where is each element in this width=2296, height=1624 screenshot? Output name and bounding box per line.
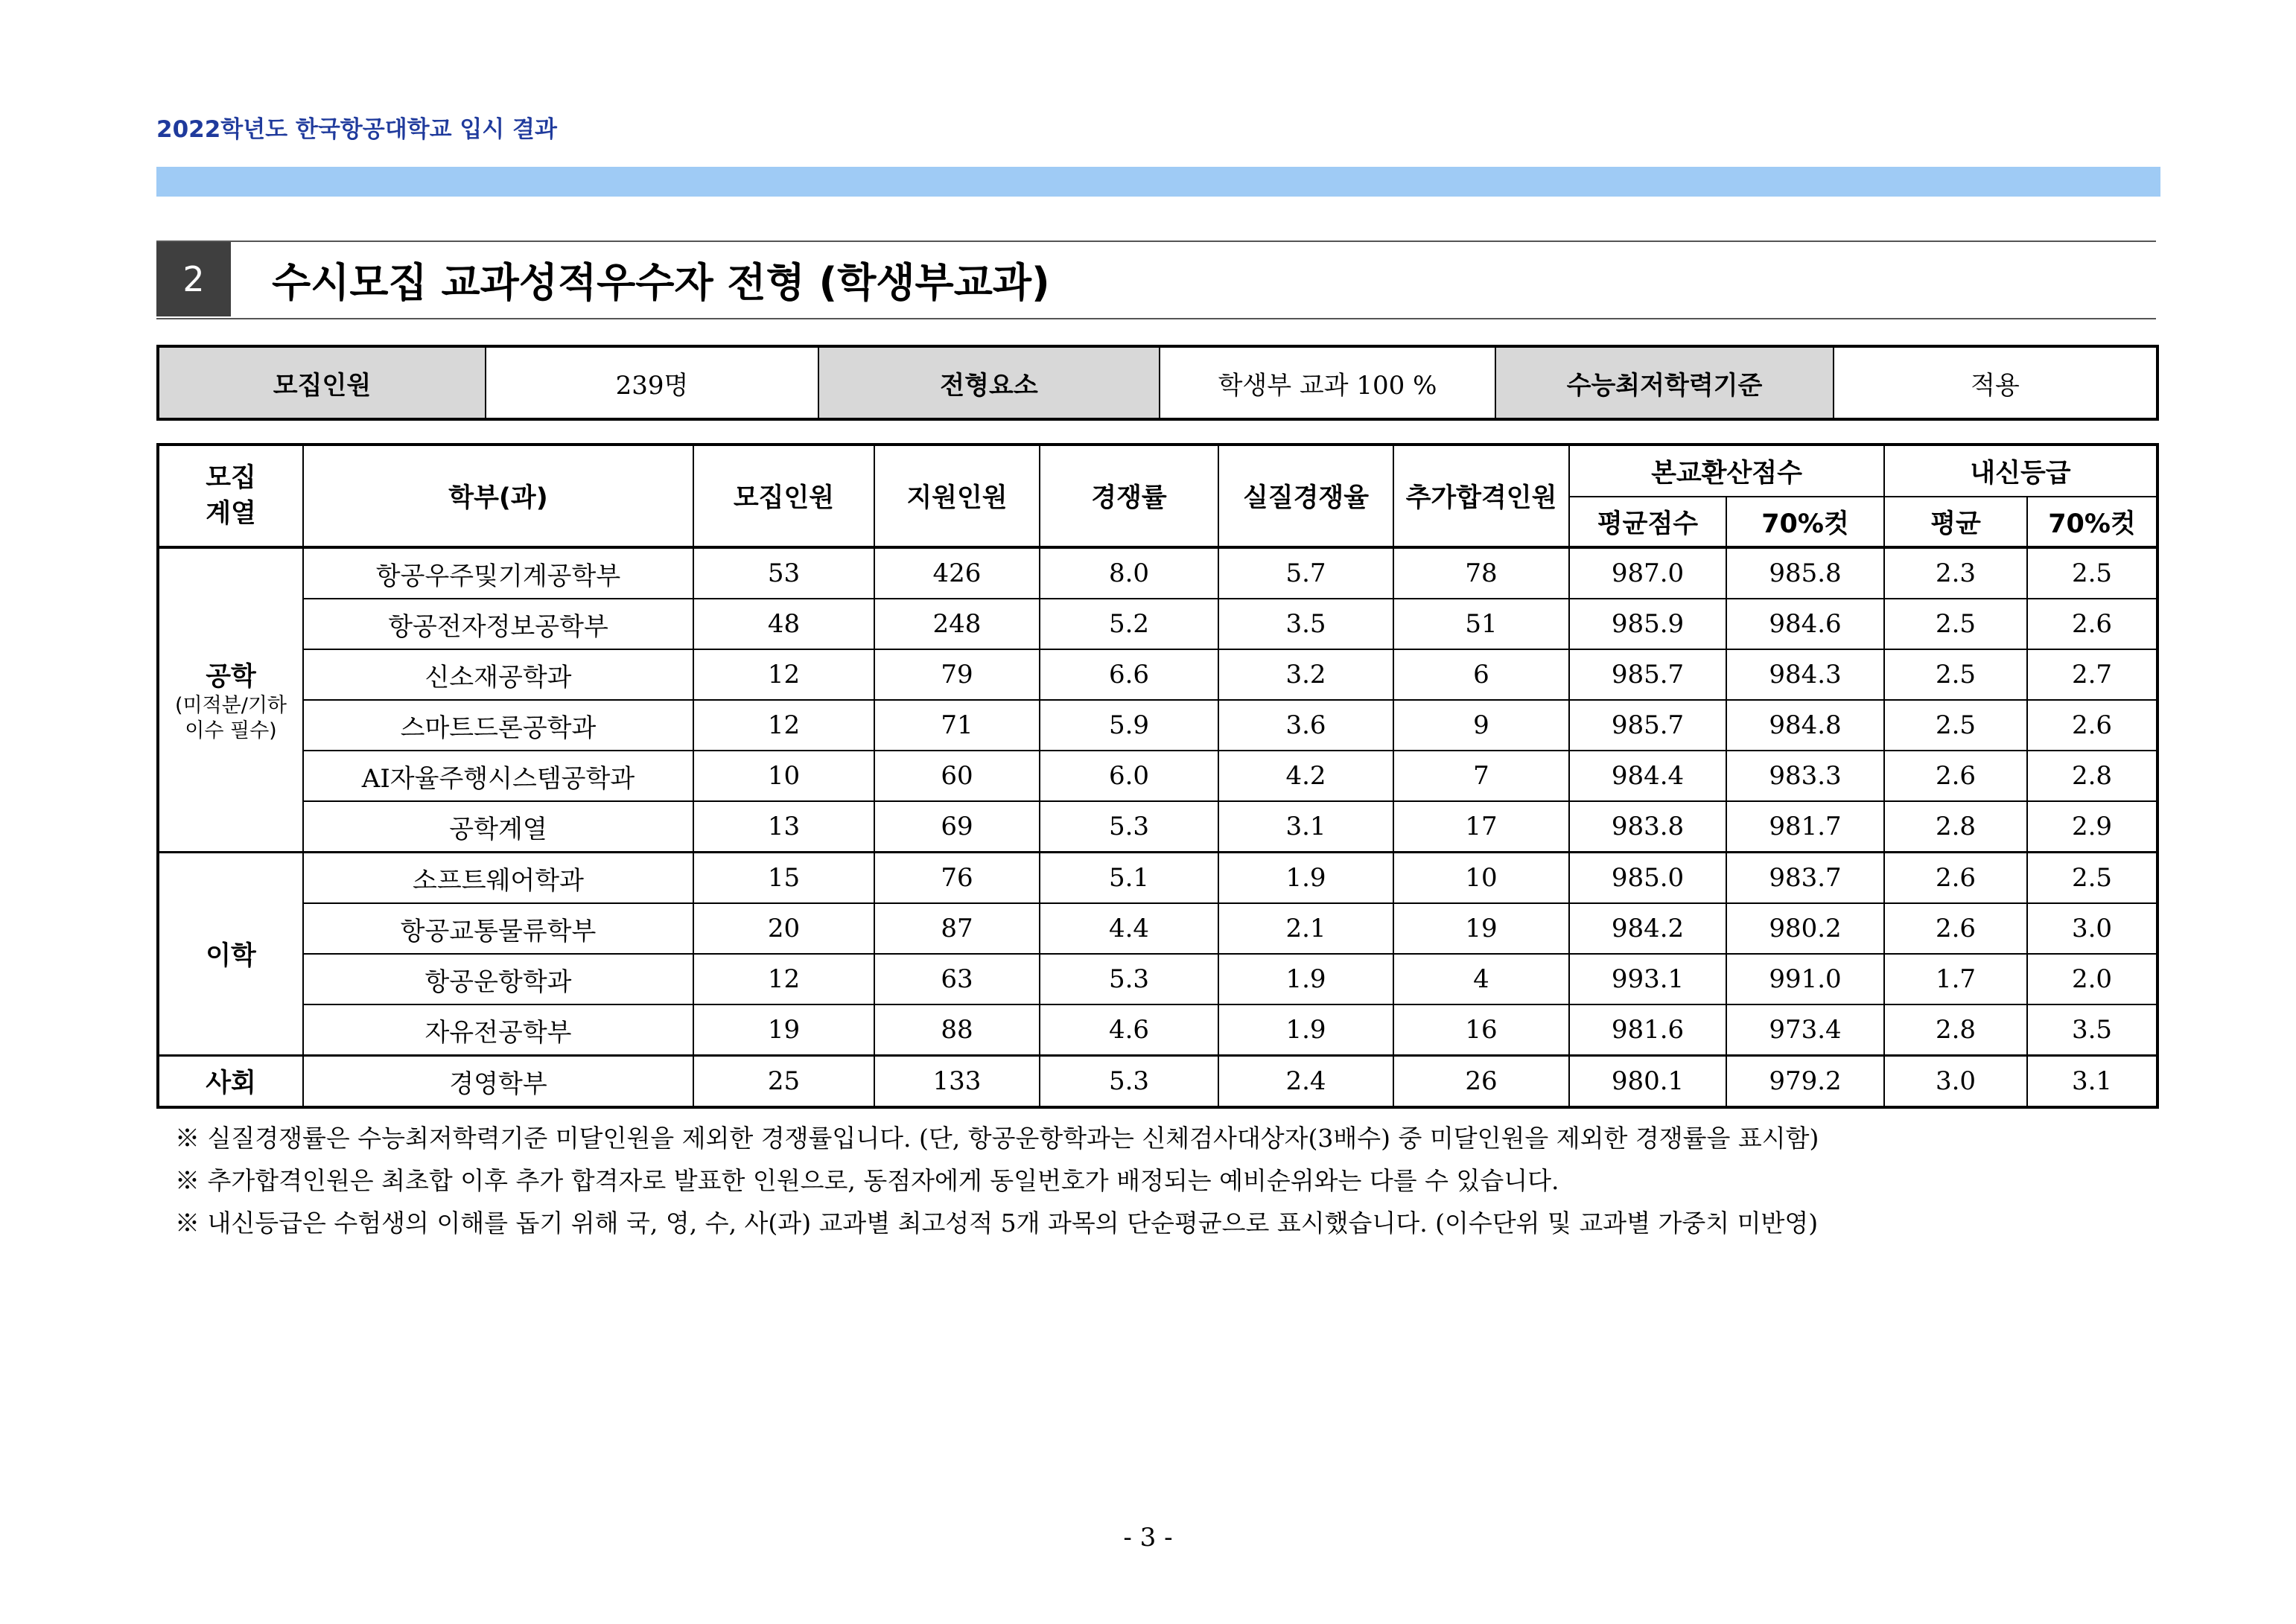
dept-cell: 자유전공학부	[303, 1004, 693, 1056]
ratio-cell: 5.3	[1040, 1056, 1218, 1108]
score-avg-cell: 985.0	[1569, 853, 1726, 904]
header-score: 본교환산점수	[1569, 445, 1884, 497]
real-ratio-cell: 1.9	[1218, 853, 1393, 904]
section-header	[156, 241, 2156, 319]
score-70-cell: 979.2	[1726, 1056, 1884, 1108]
recruit-cell: 10	[693, 751, 874, 801]
table-row	[158, 853, 2157, 904]
real-ratio-cell: 1.9	[1218, 1004, 1393, 1056]
additional-cell: 16	[1393, 1004, 1569, 1056]
grade-70-cell: 2.0	[2027, 954, 2157, 1004]
dept-cell: 스마트드론공학과	[303, 700, 693, 751]
additional-cell: 26	[1393, 1056, 1569, 1108]
additional-cell: 17	[1393, 801, 1569, 853]
table-row	[158, 547, 2157, 599]
table-row	[158, 700, 2157, 751]
real-ratio-cell: 3.2	[1218, 649, 1393, 700]
elements-value: 학생부 교과 100 %	[1160, 346, 1495, 419]
score-avg-cell: 993.1	[1569, 954, 1726, 1004]
group-cell	[158, 547, 303, 853]
score-70-cell: 973.4	[1726, 1004, 1884, 1056]
applicants-cell: 60	[874, 751, 1040, 801]
csat-value: 적용	[1834, 346, 2157, 419]
recruit-cell: 12	[693, 649, 874, 700]
header-recruit: 모집인원	[693, 445, 874, 547]
ratio-cell: 6.6	[1040, 649, 1218, 700]
dept-cell: 항공우주및기계공학부	[303, 547, 693, 599]
applicants-cell: 426	[874, 547, 1040, 599]
group-note: (미적분/기하 이수 필수)	[174, 694, 287, 742]
results-body	[158, 547, 2157, 1107]
ratio-cell: 4.4	[1040, 903, 1218, 954]
ratio-cell: 8.0	[1040, 547, 1218, 599]
score-avg-cell: 985.7	[1569, 700, 1726, 751]
grade-avg-cell: 3.0	[1884, 1056, 2027, 1108]
page-number: - 3 -	[1123, 1523, 1173, 1553]
additional-cell: 4	[1393, 954, 1569, 1004]
section-number: 2	[156, 242, 231, 316]
group-name: 이학	[206, 941, 256, 971]
additional-cell: 19	[1393, 903, 1569, 954]
header-group: 모집 계열	[158, 445, 303, 547]
applicants-cell: 133	[874, 1056, 1040, 1108]
additional-cell: 6	[1393, 649, 1569, 700]
score-avg-cell: 983.8	[1569, 801, 1726, 853]
grade-avg-cell: 1.7	[1884, 954, 2027, 1004]
dept-cell: 항공운항학과	[303, 954, 693, 1004]
score-70-cell: 991.0	[1726, 954, 1884, 1004]
group-name: 공학	[206, 662, 256, 692]
recruit-cell: 13	[693, 801, 874, 853]
table-row	[158, 801, 2157, 853]
score-70-cell: 980.2	[1726, 903, 1884, 954]
score-70-cell: 983.3	[1726, 751, 1884, 801]
ratio-cell: 5.9	[1040, 700, 1218, 751]
table-row	[158, 751, 2157, 801]
grade-70-cell: 2.8	[2027, 751, 2157, 801]
group-name: 사회	[206, 1069, 256, 1098]
grade-70-cell: 2.5	[2027, 547, 2157, 599]
grade-70-cell: 2.7	[2027, 649, 2157, 700]
additional-cell: 10	[1393, 853, 1569, 904]
additional-cell: 78	[1393, 547, 1569, 599]
score-avg-cell: 984.2	[1569, 903, 1726, 954]
recruit-cell: 12	[693, 954, 874, 1004]
grade-avg-cell: 2.6	[1884, 853, 2027, 904]
summary-table	[156, 345, 2159, 421]
ratio-cell: 5.1	[1040, 853, 1218, 904]
recruit-cell: 12	[693, 700, 874, 751]
results-table	[156, 443, 2159, 1109]
header-additional: 추가합격인원	[1393, 445, 1569, 547]
table-row	[158, 954, 2157, 1004]
dept-cell: 경영학부	[303, 1056, 693, 1108]
applicants-cell: 87	[874, 903, 1040, 954]
header-score-avg: 평균점수	[1569, 497, 1726, 547]
score-avg-cell: 987.0	[1569, 547, 1726, 599]
header-grade: 내신등급	[1884, 445, 2157, 497]
notes	[175, 1117, 1819, 1244]
header-applicants: 지원인원	[874, 445, 1040, 547]
recruit-cell: 48	[693, 599, 874, 649]
dept-cell: 항공전자정보공학부	[303, 599, 693, 649]
real-ratio-cell: 5.7	[1218, 547, 1393, 599]
additional-cell: 9	[1393, 700, 1569, 751]
score-70-cell: 984.6	[1726, 599, 1884, 649]
score-70-cell: 984.8	[1726, 700, 1884, 751]
note-item: ※ 실질경쟁률은 수능최저학력기준 미달인원을 제외한 경쟁률입니다. (단, 항공운항학과는 신체검사대상자(3배수) 중 미달인원을 제외한 경쟁률을 표시함)	[175, 1124, 1819, 1153]
header-score-70: 70%컷	[1726, 497, 1884, 547]
grade-70-cell: 3.1	[2027, 1056, 2157, 1108]
table-row	[158, 1004, 2157, 1056]
grade-70-cell: 2.9	[2027, 801, 2157, 853]
ratio-cell: 4.6	[1040, 1004, 1218, 1056]
applicants-cell: 79	[874, 649, 1040, 700]
header-ratio: 경쟁률	[1040, 445, 1218, 547]
score-avg-cell: 980.1	[1569, 1056, 1726, 1108]
score-avg-cell: 985.7	[1569, 649, 1726, 700]
applicants-cell: 248	[874, 599, 1040, 649]
score-70-cell: 981.7	[1726, 801, 1884, 853]
table-row	[158, 599, 2157, 649]
header-grade-70: 70%컷	[2027, 497, 2157, 547]
score-70-cell: 984.3	[1726, 649, 1884, 700]
additional-cell: 51	[1393, 599, 1569, 649]
recruit-label: 모집인원	[158, 346, 486, 419]
grade-avg-cell: 2.5	[1884, 700, 2027, 751]
score-avg-cell: 984.4	[1569, 751, 1726, 801]
real-ratio-cell: 1.9	[1218, 954, 1393, 1004]
grade-70-cell: 2.6	[2027, 599, 2157, 649]
recruit-cell: 53	[693, 547, 874, 599]
ratio-cell: 5.3	[1040, 954, 1218, 1004]
section-title: 수시모집 교과성적우수자 전형 (학생부교과)	[272, 258, 1050, 306]
table-row	[158, 1056, 2157, 1108]
header-grade-avg: 평균	[1884, 497, 2027, 547]
grade-avg-cell: 2.5	[1884, 599, 2027, 649]
applicants-cell: 63	[874, 954, 1040, 1004]
ratio-cell: 5.3	[1040, 801, 1218, 853]
grade-70-cell: 2.5	[2027, 853, 2157, 904]
real-ratio-cell: 3.5	[1218, 599, 1393, 649]
note-item: ※ 추가합격인원은 최초합 이후 추가 합격자로 발표한 인원으로, 동점자에게 동일번호가 배정되는 예비순위와는 다를 수 있습니다.	[175, 1166, 1559, 1195]
grade-70-cell: 3.0	[2027, 903, 2157, 954]
header-real-ratio: 실질경쟁율	[1218, 445, 1393, 547]
group-cell	[158, 853, 303, 1056]
real-ratio-cell: 2.4	[1218, 1056, 1393, 1108]
ratio-cell: 5.2	[1040, 599, 1218, 649]
score-avg-cell: 981.6	[1569, 1004, 1726, 1056]
dept-cell: 공학계열	[303, 801, 693, 853]
recruit-value: 239명	[486, 346, 818, 419]
grade-70-cell: 3.5	[2027, 1004, 2157, 1056]
grade-avg-cell: 2.6	[1884, 903, 2027, 954]
ratio-cell: 6.0	[1040, 751, 1218, 801]
grade-avg-cell: 2.5	[1884, 649, 2027, 700]
dept-cell: AI자율주행시스템공학과	[303, 751, 693, 801]
recruit-cell: 15	[693, 853, 874, 904]
dept-cell: 신소재공학과	[303, 649, 693, 700]
note-item: ※ 내신등급은 수험생의 이해를 돕기 위해 국, 영, 수, 사(과) 교과별 최고성적 5개 과목의 단순평균으로 표시했습니다. (이수단위 및 교과별 가중치 미반영)	[175, 1209, 1819, 1238]
dept-cell: 항공교통물류학부	[303, 903, 693, 954]
grade-avg-cell: 2.8	[1884, 801, 2027, 853]
header-bar	[156, 167, 2160, 197]
applicants-cell: 88	[874, 1004, 1040, 1056]
recruit-cell: 25	[693, 1056, 874, 1108]
applicants-cell: 69	[874, 801, 1040, 853]
grade-avg-cell: 2.8	[1884, 1004, 2027, 1056]
dept-cell: 소프트웨어학과	[303, 853, 693, 904]
recruit-cell: 20	[693, 903, 874, 954]
document-title: 2022학년도 한국항공대학교 입시 결과	[156, 116, 557, 143]
additional-cell: 7	[1393, 751, 1569, 801]
score-70-cell: 983.7	[1726, 853, 1884, 904]
score-70-cell: 985.8	[1726, 547, 1884, 599]
score-avg-cell: 985.9	[1569, 599, 1726, 649]
grade-70-cell: 2.6	[2027, 700, 2157, 751]
real-ratio-cell: 3.1	[1218, 801, 1393, 853]
elements-label: 전형요소	[818, 346, 1160, 419]
real-ratio-cell: 4.2	[1218, 751, 1393, 801]
csat-label: 수능최저학력기준	[1495, 346, 1834, 419]
header-dept: 학부(과)	[303, 445, 693, 547]
table-row	[158, 649, 2157, 700]
group-cell	[158, 1056, 303, 1108]
real-ratio-cell: 2.1	[1218, 903, 1393, 954]
table-row	[158, 903, 2157, 954]
grade-avg-cell: 2.6	[1884, 751, 2027, 801]
applicants-cell: 71	[874, 700, 1040, 751]
applicants-cell: 76	[874, 853, 1040, 904]
grade-avg-cell: 2.3	[1884, 547, 2027, 599]
real-ratio-cell: 3.6	[1218, 700, 1393, 751]
recruit-cell: 19	[693, 1004, 874, 1056]
